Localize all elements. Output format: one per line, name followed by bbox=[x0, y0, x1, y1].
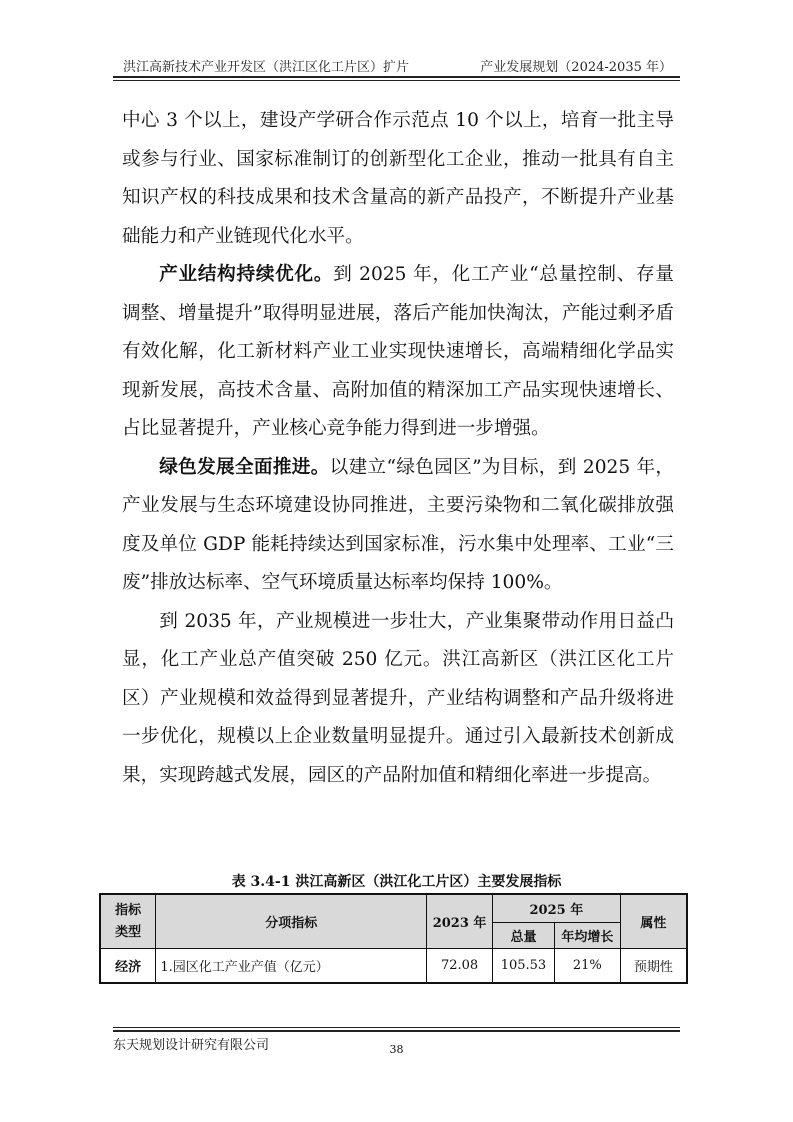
footer-organization: 东天规划设计研究有限公司 bbox=[113, 1038, 270, 1053]
paragraph-green-development bbox=[122, 449, 674, 603]
header-attribute: 属性 bbox=[620, 894, 687, 949]
header-sub-indicator: 分项指标 bbox=[156, 894, 427, 949]
paragraph-lead-structure: 产业结构持续优化。 bbox=[159, 264, 334, 285]
cell-growth: 21% bbox=[554, 949, 620, 984]
footer-rule bbox=[113, 1027, 680, 1032]
table-caption: 表 3.4-1 洪江高新区（洪江化工片区）主要发展指标 bbox=[231, 874, 562, 890]
cell-type: 经济 bbox=[100, 949, 156, 984]
header-year-2025: 2025 年 bbox=[493, 894, 621, 923]
paragraph-industrial-structure bbox=[122, 256, 674, 449]
header-indicator-type: 指标类型 bbox=[100, 894, 156, 949]
header-rule bbox=[113, 76, 680, 81]
paragraph-lead-green: 绿色发展全面推进。 bbox=[159, 456, 330, 478]
paragraph-body-green: 以建立“绿色园区”为目标，到 2025 年，产业发展与生态环境建设协同推进，主要污染物和二氧化碳排放强度及单位 GDP 能耗持续达到国家标准，污水集中处理率、工业“三废”排放达标率、空气环境质量达标率均保持 100%。 bbox=[122, 456, 674, 593]
body-text bbox=[122, 102, 674, 795]
cell-total: 105.53 bbox=[493, 949, 555, 984]
cell-item: 1.园区化工产业产值（亿元） bbox=[156, 949, 427, 984]
paragraph-2035-goals: 到 2035 年，产业规模进一步壮大，产业集聚带动作用日益凸显，化工产业总产值突破 250 亿元。洪江高新区（洪江区化工片区）产业规模和效益得到显著提升，产业结构调整和产品升级将进一步优化，规模以上企业数量明显提升。通过引入最新技术创新成果，实现跨越式发展，园区的产品附加值和精细化率进一步提高。 bbox=[122, 610, 674, 786]
page-number: 38 bbox=[389, 1043, 404, 1056]
header-year-2023: 2023 年 bbox=[427, 894, 493, 949]
page-header bbox=[113, 52, 680, 78]
cell-2023: 72.08 bbox=[427, 949, 493, 984]
table-row bbox=[100, 949, 687, 984]
paragraph-continued: 中心 3 个以上，建设产学研合作示范点 10 个以上，培育一批主导或参与行业、国家标准制订的创新型化工企业，推动一批具有自主知识产权的科技成果和技术含量高的新产品投产，不断提升产业基础能力和产业链现代化水平。 bbox=[122, 110, 674, 247]
paragraph-body-structure: 到 2025 年，化工产业“总量控制、存量调整、增量提升”取得明显进展，落后产能加快淘汰，产能过剩矛盾有效化解，化工新材料产业工业实现快速增长，高端精细化学品实现新发展，高技术含量、高附加值的精深加工产品实现快速增长、占比显著提升，产业核心竞争能力得到进一步增强。 bbox=[122, 264, 674, 439]
header-plan-title: 产业发展规划（2024-2035 年） bbox=[480, 60, 672, 75]
header-document-title: 洪江高新技术产业开发区（洪江区化工片区）扩片 bbox=[123, 60, 410, 75]
header-annual-growth: 年均增长 bbox=[554, 923, 620, 949]
cell-attribute: 预期性 bbox=[620, 949, 687, 984]
indicators-table bbox=[99, 893, 688, 984]
header-total: 总量 bbox=[493, 923, 555, 949]
